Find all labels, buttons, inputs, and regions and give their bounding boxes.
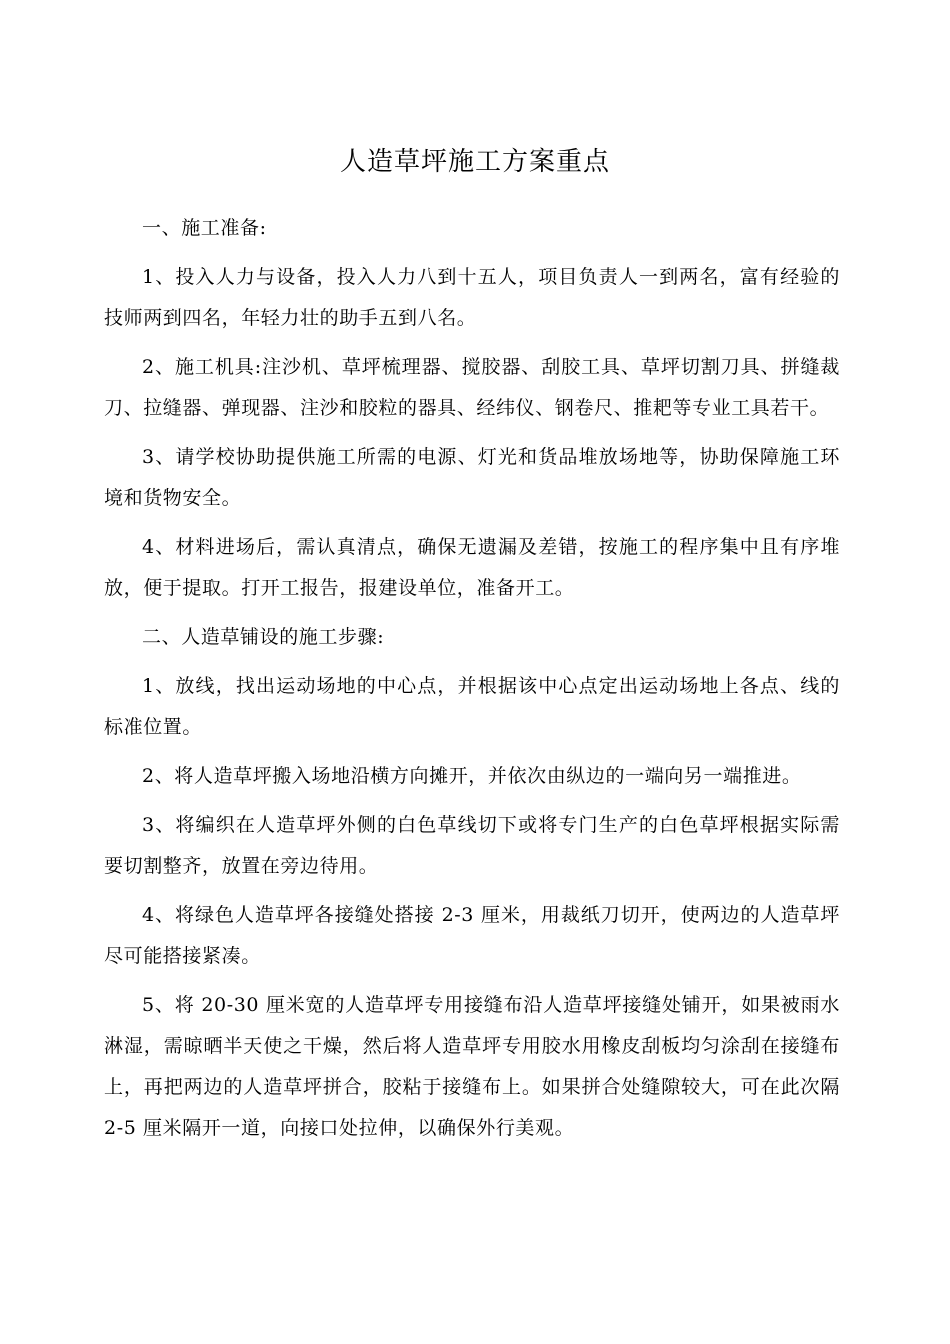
paragraph-step-5: 5、将 20-30 厘米宽的人造草坪专用接缝布沿人造草坪接缝处铺开，如果被雨水淋湿，需晾晒半天使之干燥，然后将人造草坪专用胶水用橡皮刮板均匀涂刮在接缝布上，再把两边的人造草坪拼合，胶粘于接缝布上。如果拼合处缝隙较大，可在此次隔 2-5 厘米隔开一道，向接口处拉伸，以确保外行美观。: [104, 994, 840, 1139]
paragraph-preparation-2: 2、施工机具:注沙机、草坪梳理器、搅胶器、刮胶工具、草坪切割刀具、拼缝裁刀、拉缝器、弹现器、注沙和胶粒的器具、经纬仪、钢卷尺、推耙等专业工具若干。: [104, 356, 840, 419]
document-title: 人造草坪施工方案重点: [339, 147, 610, 177]
paragraph-preparation-1: 1、投入人力与设备，投入人力八到十五人，项目负责人一到两名，富有经验的技师两到四名，年轻力壮的助手五到八名。: [104, 266, 840, 329]
section-heading-preparation: 一、施工准备:: [142, 217, 267, 239]
document-body: [104, 208, 840, 1157]
paragraph-preparation-3: 3、请学校协助提供施工所需的电源、灯光和货品堆放场地等，协助保障施工环境和货物安全。: [104, 446, 840, 509]
paragraph-step-1: 1、放线，找出运动场地的中心点，并根据该中心点定出运动场地上各点、线的标准位置。: [104, 675, 840, 738]
paragraph-preparation-4: 4、材料进场后，需认真清点，确保无遗漏及差错，按施工的程序集中且有序堆放，便于提取。打开工报告，报建设单位，准备开工。: [104, 536, 840, 599]
paragraph-step-3: 3、将编织在人造草坪外侧的白色草线切下或将专门生产的白色草坪根据实际需要切割整齐，放置在旁边待用。: [104, 814, 840, 877]
paragraph-step-4: 4、将绿色人造草坪各接缝处搭接 2-3 厘米，用裁纸刀切开，使两边的人造草坪尽可能搭接紧凑。: [104, 904, 840, 967]
paragraph-step-2: 2、将人造草坪搬入场地沿横方向摊开，并依次由纵边的一端向另一端推进。: [142, 765, 802, 787]
section-heading-installation-steps: 二、人造草铺设的施工步骤:: [142, 626, 385, 648]
